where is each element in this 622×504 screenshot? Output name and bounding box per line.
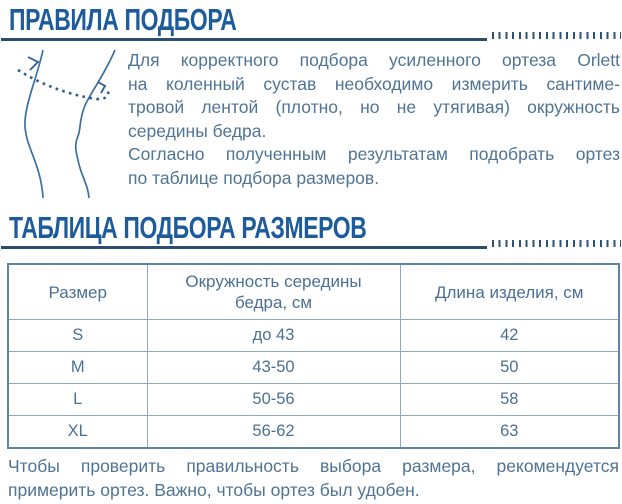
cell-circumference: 43-50 — [147, 352, 400, 384]
section-title-rules: ПРАВИЛА ПОДБОРА — [9, 2, 237, 37]
leg-measurement-illustration — [8, 48, 122, 200]
size-selection-table — [7, 263, 620, 449]
intro-paragraph — [128, 49, 620, 190]
section-rule-line — [1, 246, 487, 249]
intro-line: тровой лентой (плотно, но не утягивая) окружность — [128, 97, 620, 117]
note-line: примерить ортез. Важно, чтобы ортез был удобен. — [8, 479, 420, 500]
col-header-thigh-circumference: Окружность середины бедра, см — [147, 264, 400, 320]
leg-outline — [25, 50, 115, 198]
table-row — [8, 416, 619, 449]
col-header-product-length: Длина изделия, см — [400, 264, 619, 320]
section-header-size-table — [0, 211, 622, 255]
section-tick-marks — [492, 32, 621, 39]
col-header-size: Размер — [8, 264, 147, 320]
cell-size: M — [8, 352, 147, 384]
cell-circumference: 50-56 — [147, 384, 400, 416]
cell-length: 58 — [400, 384, 619, 416]
section-tick-marks — [492, 240, 621, 247]
note-line: Чтобы проверить правильность выбора размера, рекомендуется — [8, 456, 619, 476]
intro-line: на коленный сустав необходимо измерить сантиме- — [128, 73, 620, 94]
section-header-rules — [0, 3, 622, 47]
fitting-advice-note — [8, 455, 619, 502]
cell-circumference: до 43 — [147, 320, 400, 352]
measuring-tape-dotted-line — [18, 70, 108, 99]
intro-line: середины бедра. — [128, 120, 267, 141]
section-title-size-table: ТАБЛИЦА ПОДБОРА РАЗМЕРОВ — [9, 210, 367, 245]
table-row — [8, 320, 619, 352]
cell-length: 42 — [400, 320, 619, 352]
intro-line: Согласно полученным результатам подобрать ортез — [128, 144, 620, 164]
cell-length: 63 — [400, 416, 619, 449]
intro-line: Для корректного подбора усиленного ортеза Orlett — [128, 50, 620, 70]
cell-size: S — [8, 320, 147, 352]
cell-circumference: 56-62 — [147, 416, 400, 449]
intro-line: по таблице подбора размеров. — [128, 167, 380, 188]
table-row — [8, 352, 619, 384]
cell-length: 50 — [400, 352, 619, 384]
cell-size: L — [8, 384, 147, 416]
tape-arrow-left-icon — [28, 57, 38, 70]
table-header-row — [8, 264, 619, 320]
tape-arrow-right-icon — [98, 82, 105, 93]
section-rule-line — [1, 38, 487, 41]
table-row — [8, 384, 619, 416]
cell-size: XL — [8, 416, 147, 449]
